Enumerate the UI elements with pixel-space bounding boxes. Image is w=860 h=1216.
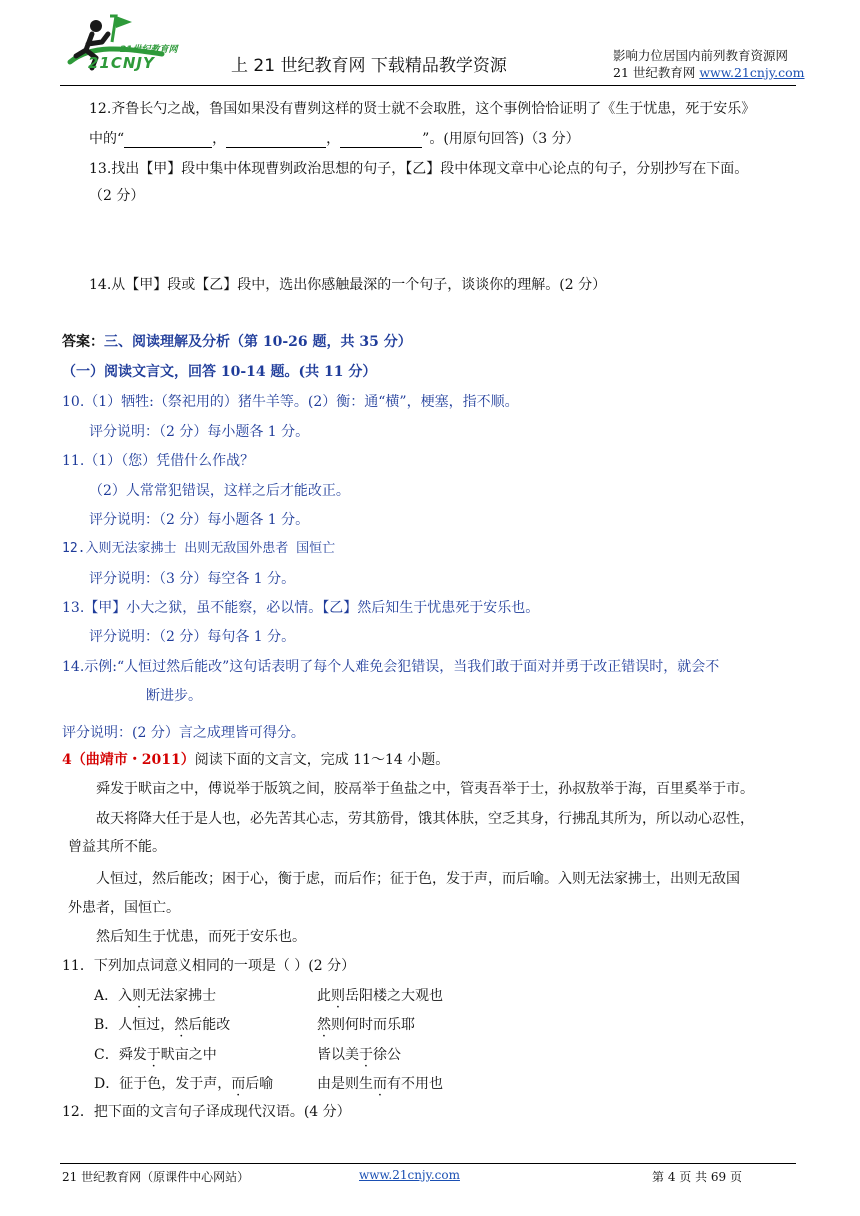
option-d-right-post: 有不用也 <box>387 1076 443 1092</box>
option-c-left-dotted: 于 <box>146 1047 161 1063</box>
option-c-right-pre: 皆以美 <box>317 1047 359 1063</box>
passage-p3-line2: 外患者，国恒亡。 <box>68 900 180 916</box>
q14: 14.从【甲】段或【乙】段中，选出你感触最深的一个句子，谈谈你的理解。(2 分） <box>89 277 607 293</box>
section4-intro: 阅读下面的文言文，完成 11～14 小题。 <box>194 752 450 768</box>
passage-p2-line1: 故天将降大任于是人也，必先苦其心志，劳其筋骨，饿其体肤，空乏其身，行拂乱其所为，所以动心忍性， <box>96 811 754 827</box>
header-site-link[interactable]: www.21cnjy.com <box>699 65 805 80</box>
answer-heading-text: 三、阅读理解及分析（第 10-26 题，共 35 分） <box>104 334 412 350</box>
q12-line1: 12.齐鲁长勺之战，鲁国如果没有曹刿这样的贤士就不会取胜，这个事例恰恰证明了《生于忧患，死于安乐》 <box>89 101 756 117</box>
section4-heading <box>62 751 449 769</box>
option-d-left-dotted: 而 <box>231 1076 246 1092</box>
answer-heading <box>62 333 412 351</box>
option-a-right-pre: 此 <box>317 988 331 1004</box>
option-c[interactable] <box>94 1046 217 1064</box>
q13-line1: 13.找出【甲】段中集中体现曹刿政治思想的句子，【乙】段中体现文章中心论点的句子，分别抄写在下面。 <box>89 161 749 177</box>
header-right-line2 <box>613 63 805 81</box>
answer-12: 12.入则无法家拂士 出则无敌国外患者 国恒亡 <box>62 541 336 556</box>
q13-line2: （2 分） <box>89 188 145 204</box>
option-d[interactable] <box>94 1075 273 1093</box>
footer-left: 21 世纪教育网（原课件中心网站） <box>62 1170 250 1184</box>
q12-line2 <box>89 130 580 148</box>
answer-heading-label: 答案： <box>62 334 104 350</box>
header-slogan: 上 21 世纪教育网 下载精品教学资源 <box>231 56 507 76</box>
option-b-compare <box>317 1016 415 1034</box>
option-c-compare <box>317 1046 401 1064</box>
header-right-line1: 影响力位居国内前列教育资源网 <box>613 48 789 63</box>
header-right-prefix: 21 世纪教育网 <box>613 65 700 80</box>
footer-site-link[interactable]: www.21cnjy.com <box>359 1168 460 1182</box>
option-d-compare <box>317 1075 443 1093</box>
score-note-11: 评分说明：（2 分）每小题各 1 分。 <box>89 512 310 528</box>
answer-11-1: 11.（1）（您）凭借什么作战？ <box>62 453 255 469</box>
passage-p2-line2: 曾益其所不能。 <box>68 839 166 855</box>
option-c-left-pre: C．舜发 <box>94 1047 147 1063</box>
option-d-right-dotted: 而 <box>373 1076 387 1092</box>
score-note-14: 评分说明：(2 分）言之成理皆可得分。 <box>62 725 305 741</box>
option-d-left-pre: D．征于色，发于声， <box>94 1076 232 1092</box>
footer-page-number: 第 4 页 共 69 页 <box>652 1170 742 1184</box>
score-note-12: 评分说明：（3 分）每空各 1 分。 <box>89 571 296 587</box>
passage-p4: 然后知生于忧患，而死于安乐也。 <box>96 929 306 945</box>
q12-sep1: ， <box>212 131 227 147</box>
option-c-right-dotted: 于 <box>359 1047 373 1063</box>
passage-p1: 舜发于畎亩之中，傅说举于版筑之间，胶鬲举于鱼盐之中，管夷吾举于士，孙叔敖举于海，百里奚举于市。 <box>96 781 754 797</box>
option-a-compare <box>317 987 443 1005</box>
option-a[interactable] <box>94 987 216 1005</box>
score-note-10: 评分说明：（2 分）每小题各 1 分。 <box>89 424 310 440</box>
q12-sep2: ， <box>326 131 341 147</box>
answer-14-line1: 14.示例:“人恒过然后能改”这句话表明了每个人难免会犯错误，当我们敢于面对并勇于改正错误时，就会不 <box>62 659 720 675</box>
answer-14-line2: 断进步。 <box>146 688 202 704</box>
option-a-right-post: 岳阳楼之大观也 <box>345 988 443 1004</box>
question-11: 11．下列加点词意义相同的一项是（ ）(2 分） <box>62 958 356 974</box>
option-a-left-dotted: 则 <box>132 988 147 1004</box>
score-note-13: 评分说明：（2 分）每句各 1 分。 <box>89 629 296 645</box>
answer-10: 10.（1）牺牲:（祭祀用的）猪牛羊等。(2）衡：通“横”，梗塞，指不顺。 <box>62 394 519 410</box>
question-12-translate: 12．把下面的文言句子译成现代汉语。(4 分） <box>62 1104 351 1120</box>
footer-rule <box>60 1163 796 1164</box>
answer-11-2: （2）人常常犯错误，这样之后才能改正。 <box>89 483 350 499</box>
option-d-right-pre: 由是则生 <box>317 1076 373 1092</box>
q12-suffix: ”。(用原句回答)（3 分） <box>422 131 580 147</box>
option-d-left-post: 后喻 <box>245 1076 274 1092</box>
option-b-right-dotted: 然 <box>317 1017 331 1033</box>
option-c-right-post: 徐公 <box>373 1047 401 1063</box>
answer-subheading: （一）阅读文言文，回答 10-14 题。(共 11 分） <box>62 364 377 380</box>
logo-top-text: 21世纪教育网 <box>120 45 178 55</box>
header-rule <box>60 85 796 86</box>
answer-blank-1[interactable] <box>124 133 212 148</box>
q12-prefix: 中的“ <box>89 131 125 147</box>
option-a-left-post: 无法家拂士 <box>146 988 217 1004</box>
option-c-left-post: 畎亩之中 <box>160 1047 217 1063</box>
option-a-left-pre: A．入 <box>94 988 133 1004</box>
option-b-left-pre: B．人恒过， <box>94 1017 175 1033</box>
answer-blank-3[interactable] <box>340 133 422 148</box>
option-b[interactable] <box>94 1016 230 1034</box>
passage-p3-line1: 人恒过，然后能改；困于心，衡于虑，而后作；征于色，发于声，而后喻。入则无法家拂士，出则无敌国 <box>96 871 740 887</box>
option-b-right-post: 则何时而乐耶 <box>331 1017 415 1033</box>
logo-bottom-text: 21CNJY <box>88 54 155 72</box>
option-b-left-post: 后能改 <box>188 1017 231 1033</box>
answer-13: 13.【甲】小大之狱，虽不能察，必以情。【乙】然后知生于忧患死于安乐也。 <box>62 600 540 616</box>
option-b-left-dotted: 然 <box>174 1017 189 1033</box>
section4-title: 4（曲靖市・2011） <box>62 752 195 768</box>
site-logo[interactable] <box>62 14 184 78</box>
option-a-right-dotted: 则 <box>331 988 345 1004</box>
answer-blank-2[interactable] <box>226 133 326 148</box>
